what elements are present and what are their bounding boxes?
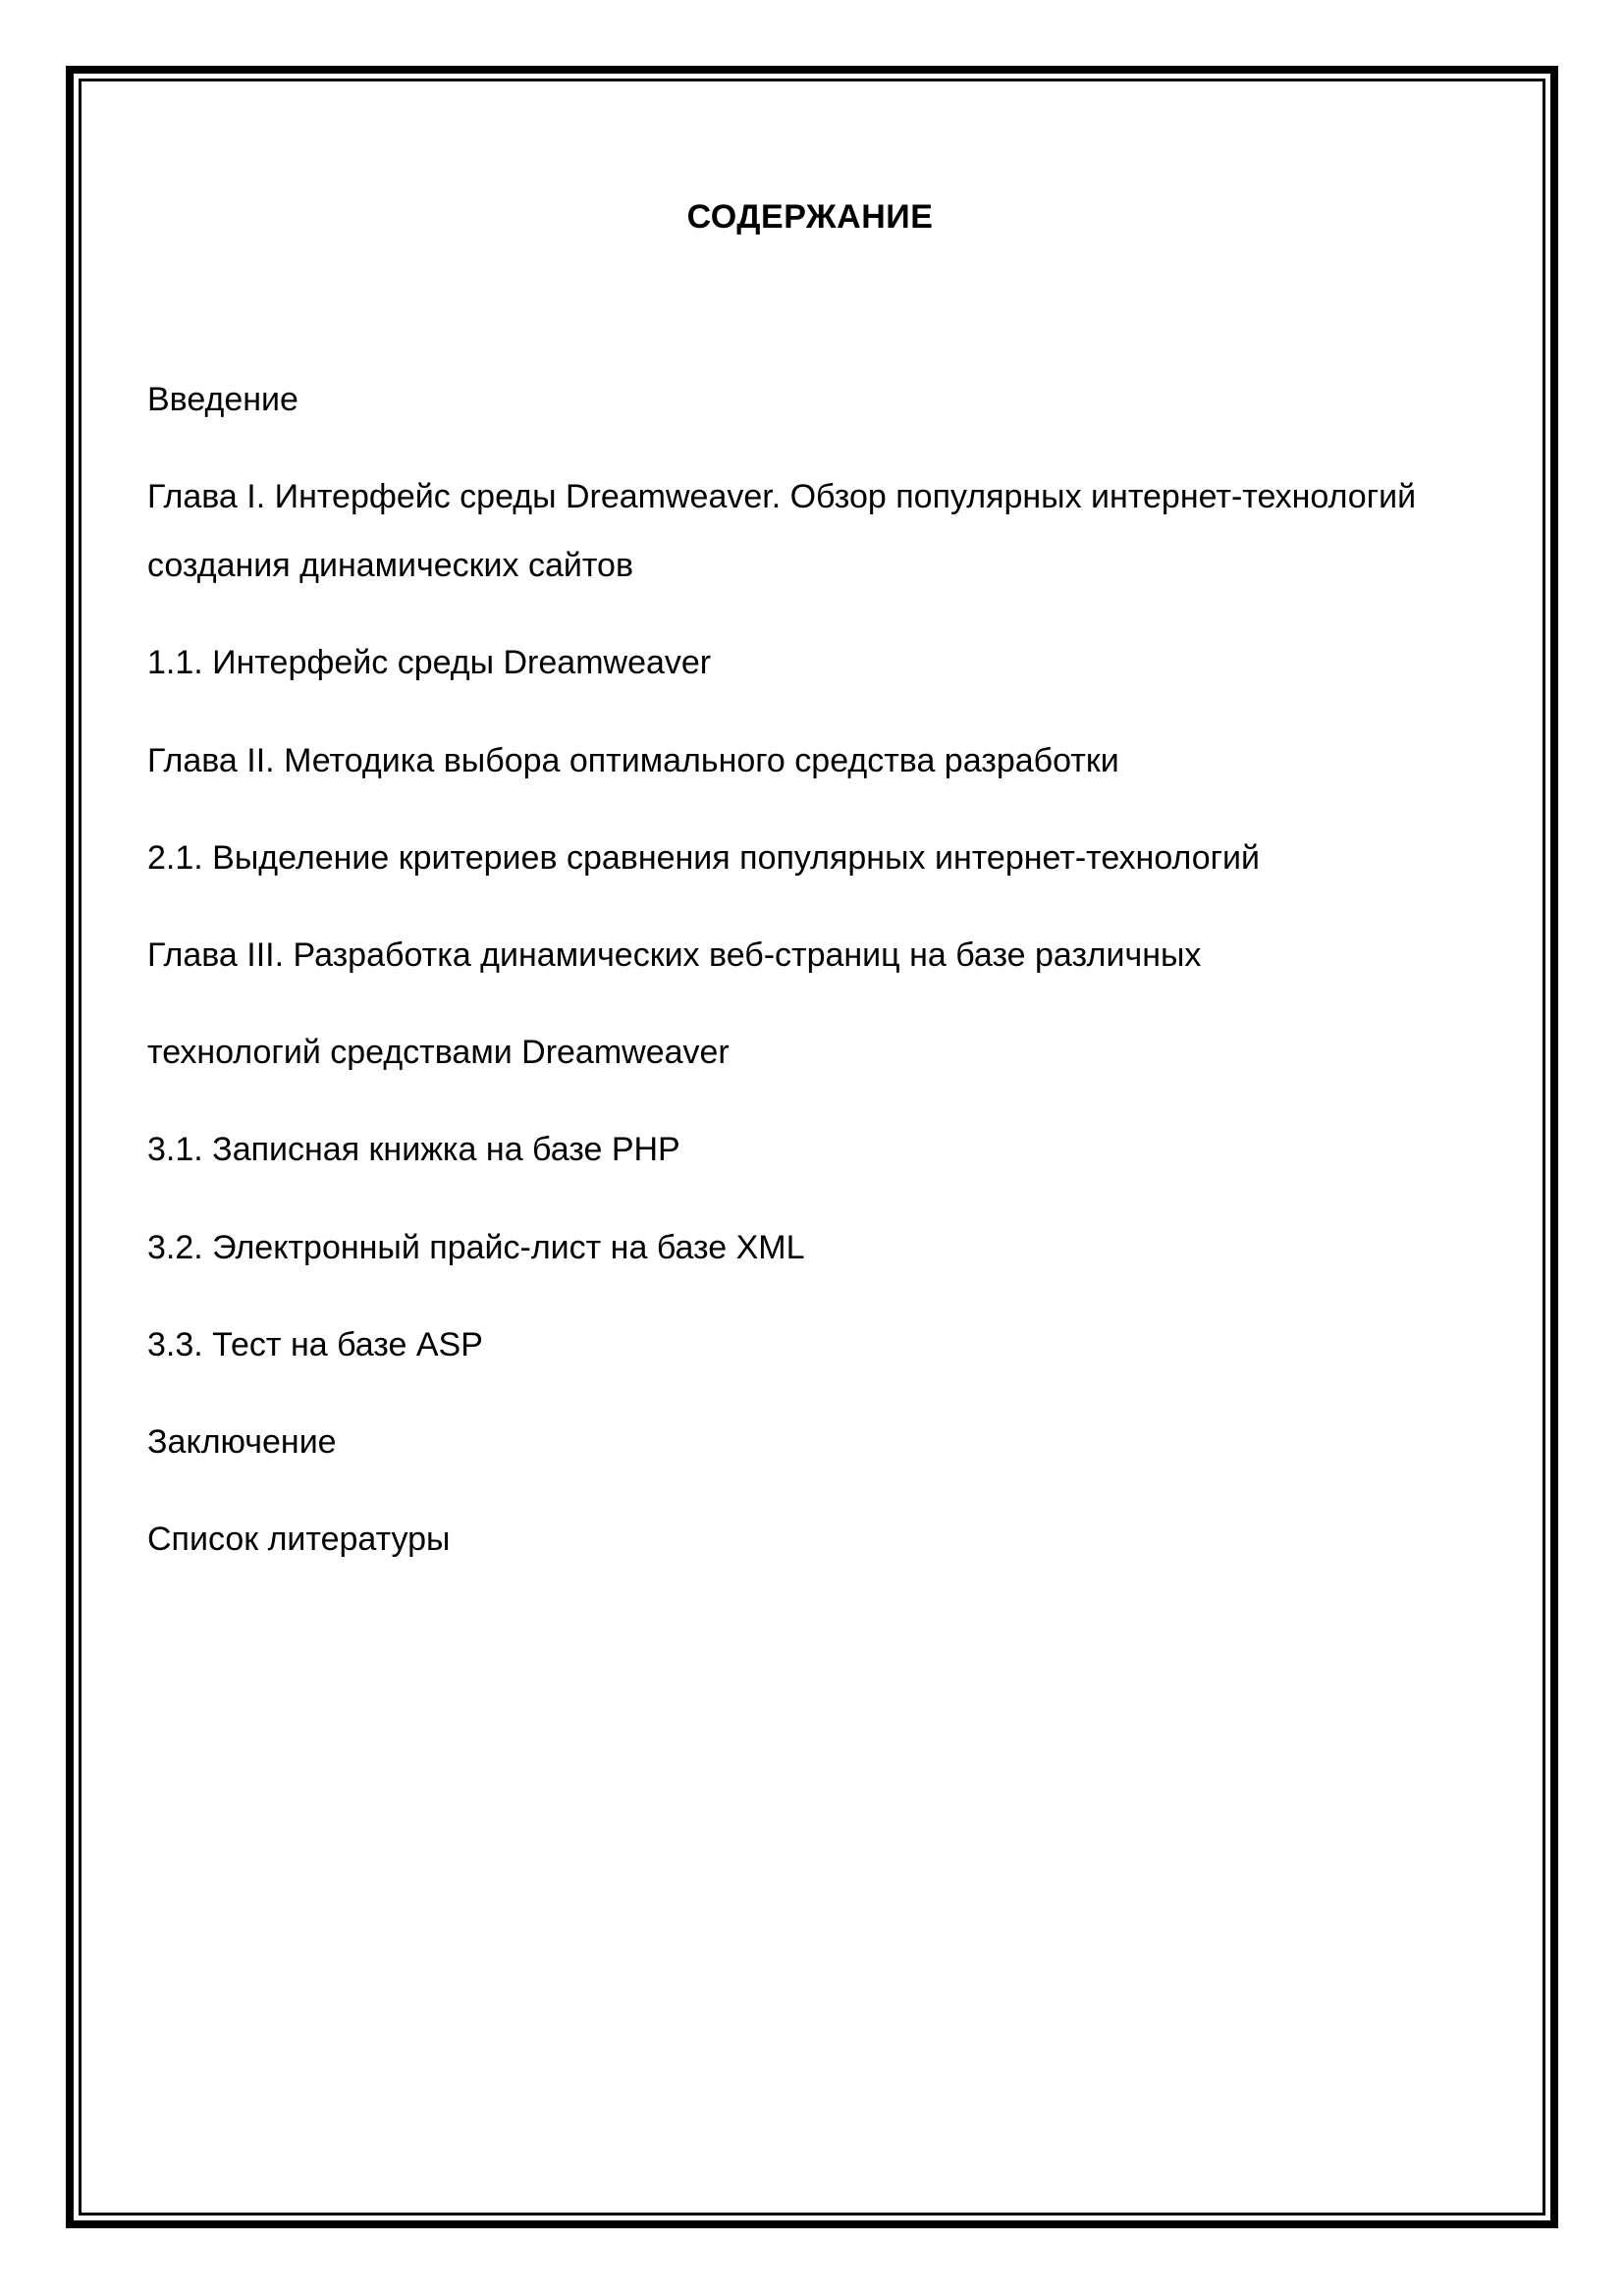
toc-item-introduction: Введение: [147, 381, 298, 418]
toc-item-chapter-1-continued: создания динамических сайтов: [147, 547, 634, 584]
toc-item-section-1-1: 1.1. Интерфейс среды Dreamweaver: [147, 644, 712, 681]
toc-item-chapter-2: Глава II. Методика выбора оптимального средства разработки: [147, 742, 1119, 779]
toc-item-chapter-1: Глава I. Интерфейс среды Dreamweaver. Обзор популярных интернет-технологий: [147, 478, 1417, 515]
page-title: СОДЕРЖАНИЕ: [686, 198, 934, 236]
toc-item-chapter-3-continued: технологий средствами Dreamweaver: [147, 1034, 730, 1071]
toc-item-conclusion: Заключение: [147, 1423, 337, 1461]
toc-item-section-3-2: 3.2. Электронный прайс-лист на базе XML: [147, 1229, 805, 1266]
toc-item-chapter-3: Глава III. Разработка динамических веб-страниц на базе различных: [147, 936, 1202, 974]
toc-item-section-2-1: 2.1. Выделение критериев сравнения популярных интернет-технологий: [147, 839, 1260, 877]
toc-item-references: Список литературы: [147, 1521, 451, 1558]
toc-item-section-3-3: 3.3. Тест на базе ASP: [147, 1326, 483, 1363]
toc-item-section-3-1: 3.1. Записная книжка на базе PHP: [147, 1131, 680, 1168]
